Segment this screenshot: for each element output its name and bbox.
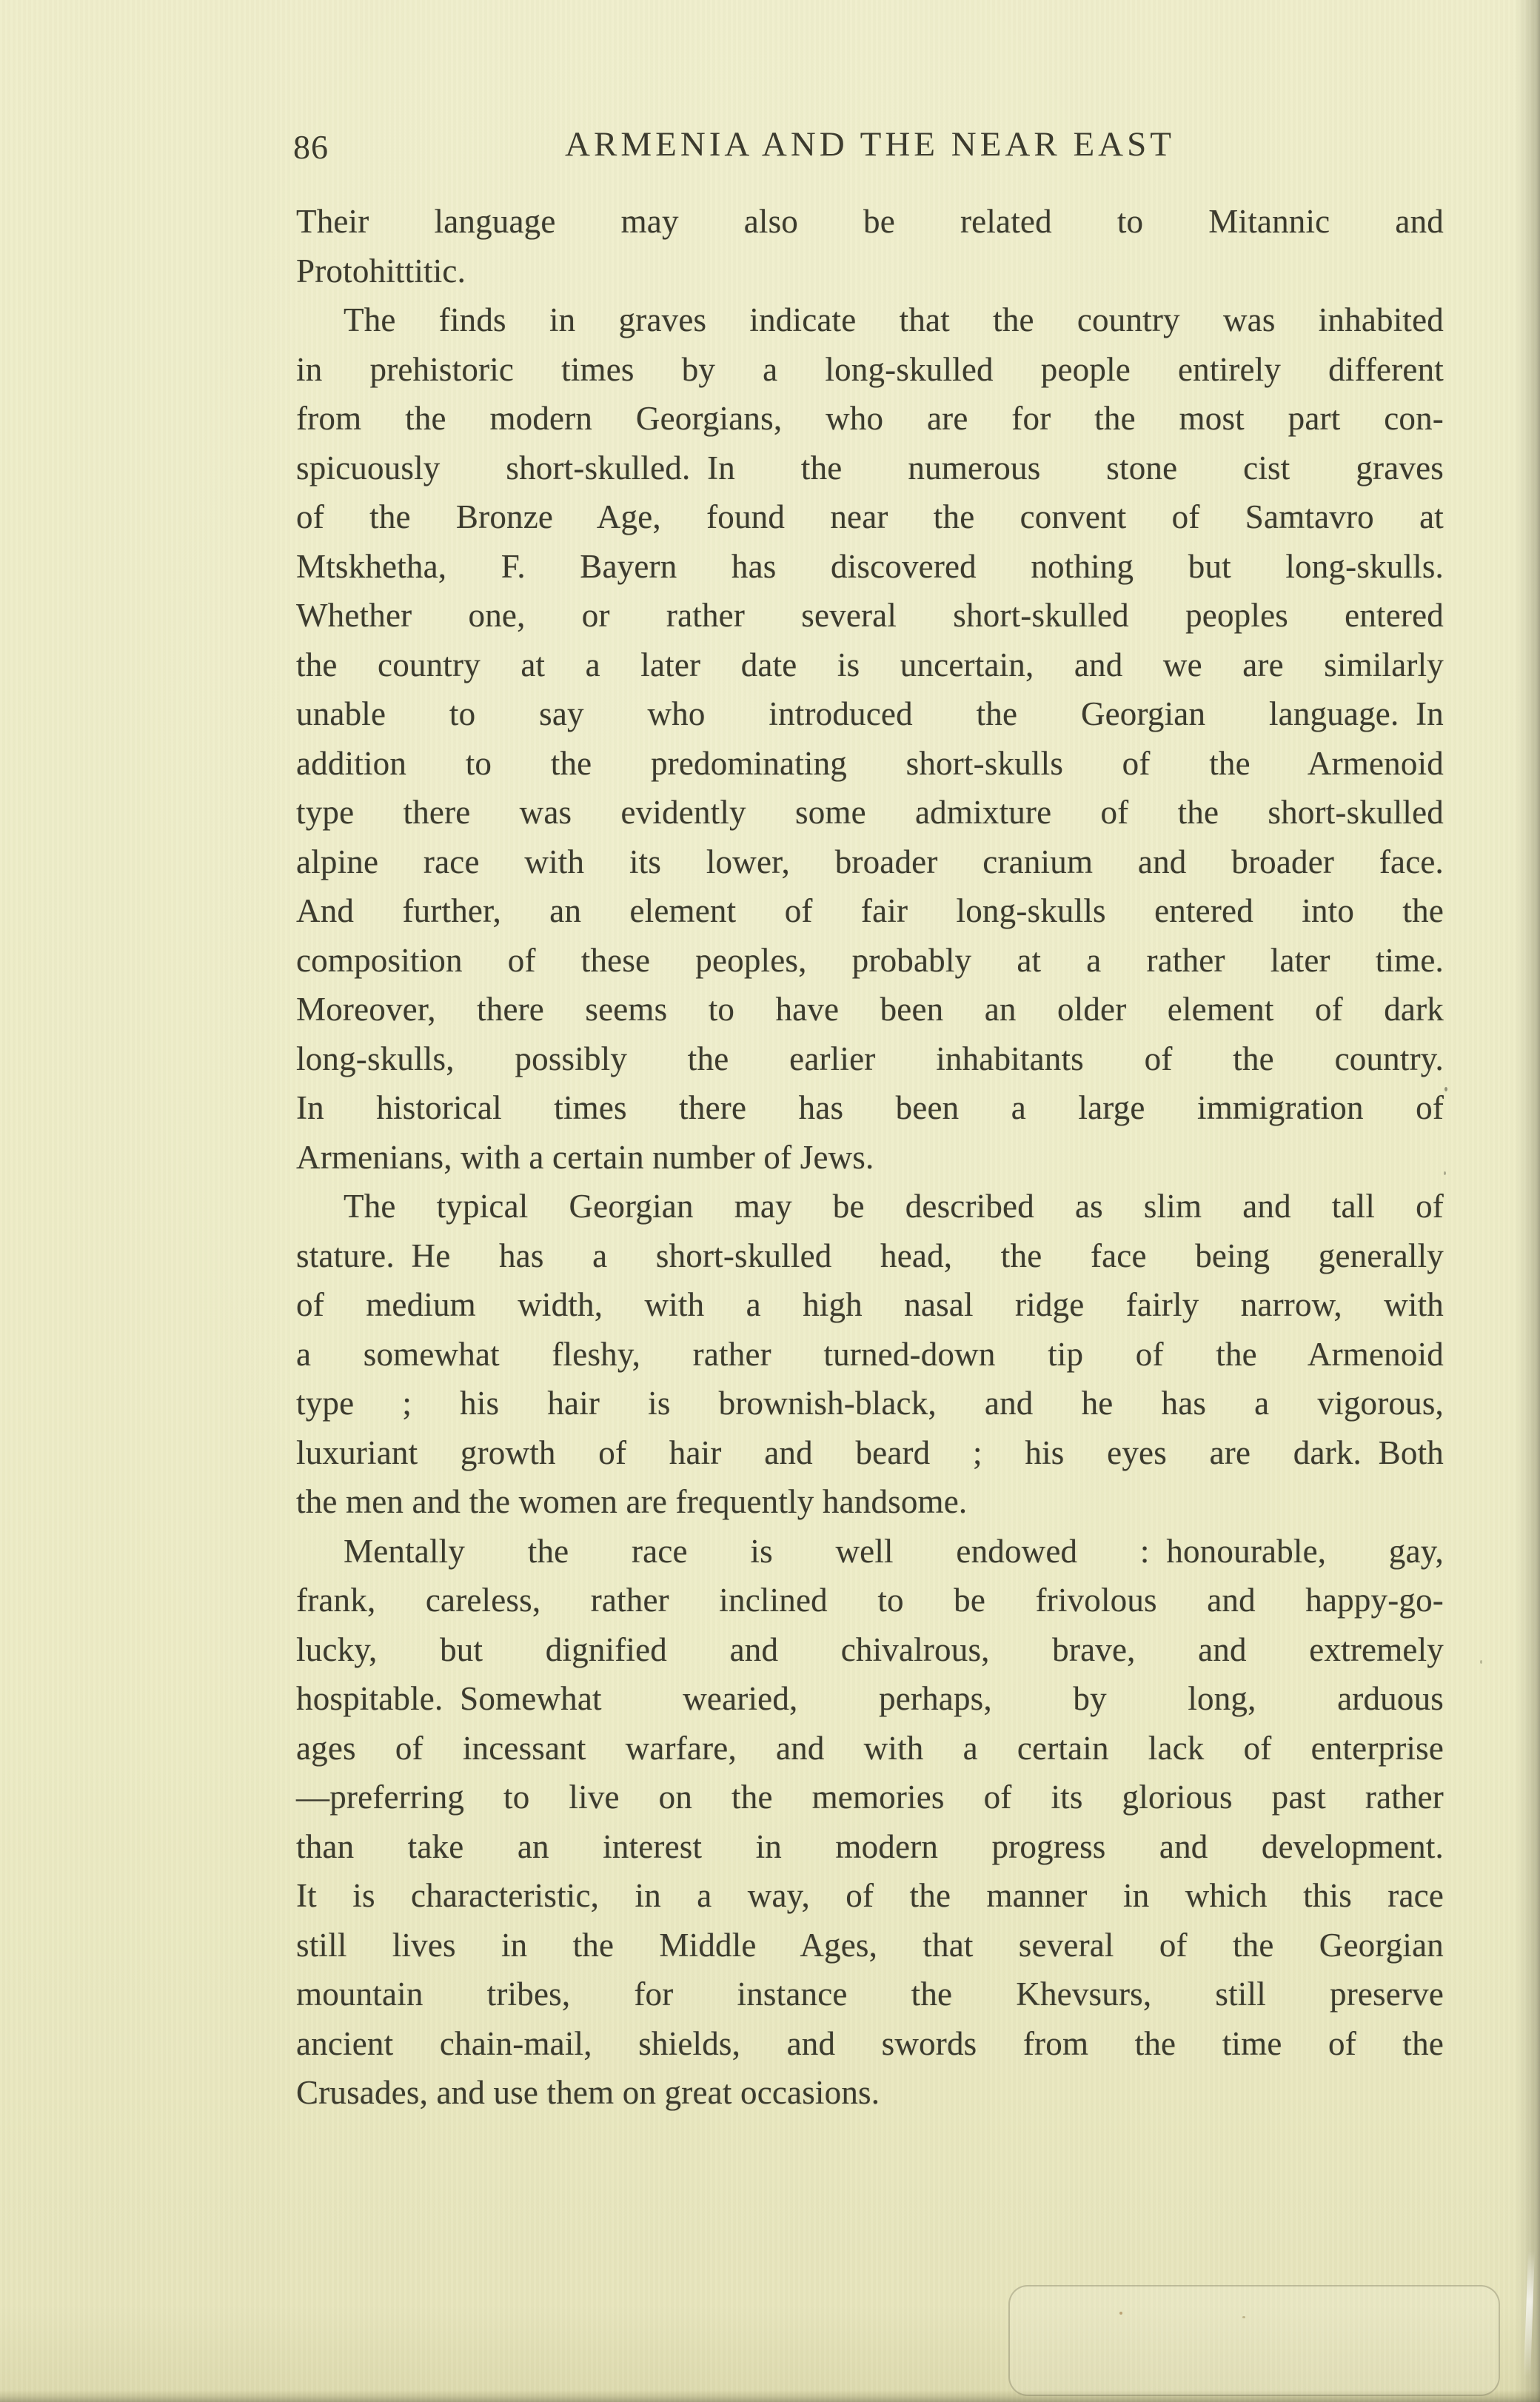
text-line: The typical Georgian may be described as slim and tall of [344,1188,1444,1225]
book-pocket-outline [1008,2285,1500,2396]
text-line: stature. He has a short-skulled head, the face being generally [296,1237,1444,1274]
text-line: Protohittitic. [296,252,466,290]
page-header [293,124,1444,170]
paper-speck [1119,2312,1122,2315]
text-line: long-skulls, possibly the earlier inhabitants of the country. [296,1040,1444,1077]
text-line: the country at a later date is uncertain, and we are similarly [296,646,1444,683]
text-line: Crusades, and use them on great occasions. [296,2074,880,2111]
text-line: type ; his hair is brownish-black, and he has a vigorous, [296,1385,1444,1422]
text-line: hospitable. Somewhat wearied, perhaps, by long, arduous [296,1680,1444,1717]
text-line: Mentally the race is well endowed : honourable, gay, [344,1532,1444,1570]
text-line: And further, an element of fair long-skulls entered into the [296,892,1444,929]
paper-speck [1242,2316,1245,2318]
text-line: alpine race with its lower, broader cranium and broader face. [296,843,1444,880]
text-line: lucky, but dignified and chivalrous, brave, and extremely [296,1630,1444,1668]
page-bottom-shadow [0,2390,1540,2402]
text-line: ages of incessant warfare, and with a certain lack of enterprise [296,1729,1444,1767]
text-line: unable to say who introduced the Georgian language. In [296,695,1444,732]
text-line: In historical times there has been a large immigration of [296,1089,1444,1126]
text-line: from the modern Georgians, who are for the most part con- [296,400,1444,437]
text-line: of the Bronze Age, found near the convent of Samtavro at [296,498,1444,535]
text-line: Moreover, there seems to have been an older element of dark [296,991,1444,1028]
text-line: It is characteristic, in a way, of the manner in which this race [296,1877,1444,1914]
text-line: still lives in the Middle Ages, that several of the Georgian [296,1926,1444,1964]
text-line: composition of these peoples, probably at a rather later time. [296,941,1444,979]
body-text [296,197,1444,2118]
page-edge-shadow [1515,0,1540,2402]
text-line: The finds in graves indicate that the country was inhabited [344,301,1444,338]
text-line: frank, careless, rather inclined to be frivolous and happy-go- [296,1582,1444,1619]
text-line: type there was evidently some admixture of the short-skulled [296,794,1444,831]
running-title: ARMENIA AND THE NEAR EAST [565,125,1175,164]
text-line: a somewhat fleshy, rather turned-down tip of the Armenoid [296,1335,1444,1373]
text-line: ancient chain-mail, shields, and swords from the time of the [296,2024,1444,2062]
text-line: in prehistoric times by a long-skulled people entirely different [296,350,1444,388]
text-line: —preferring to live on the memories of its glorious past rather [296,1779,1444,1816]
paper-speck [1444,1087,1447,1091]
text-line: Whether one, or rather several short-skulled peoples entered [296,597,1444,634]
paper-speck [1480,1660,1482,1664]
text-line: than take an interest in modern progress and development. [296,1827,1444,1865]
text-line: Their language may also be related to Mitannic and [296,203,1444,240]
paper-speck [1444,1171,1446,1175]
text-line: addition to the predominating short-skulls of the Armenoid [296,744,1444,782]
text-line: spicuously short-skulled. In the numerous stone cist graves [296,449,1444,486]
text-line: of medium width, with a high nasal ridge fairly narrow, with [296,1286,1444,1323]
page-number: 86 [293,128,329,166]
text-line: the men and the women are frequently handsome. [296,1483,968,1520]
text-line: Mtskhetha, F. Bayern has discovered nothing but long-skulls. [296,547,1444,585]
text-line: mountain tribes, for instance the Khevsurs, still preserve [296,1976,1444,2013]
text-line: Armenians, with a certain number of Jews. [296,1138,874,1176]
text-line: luxuriant growth of hair and beard ; his eyes are dark. Both [296,1433,1444,1471]
